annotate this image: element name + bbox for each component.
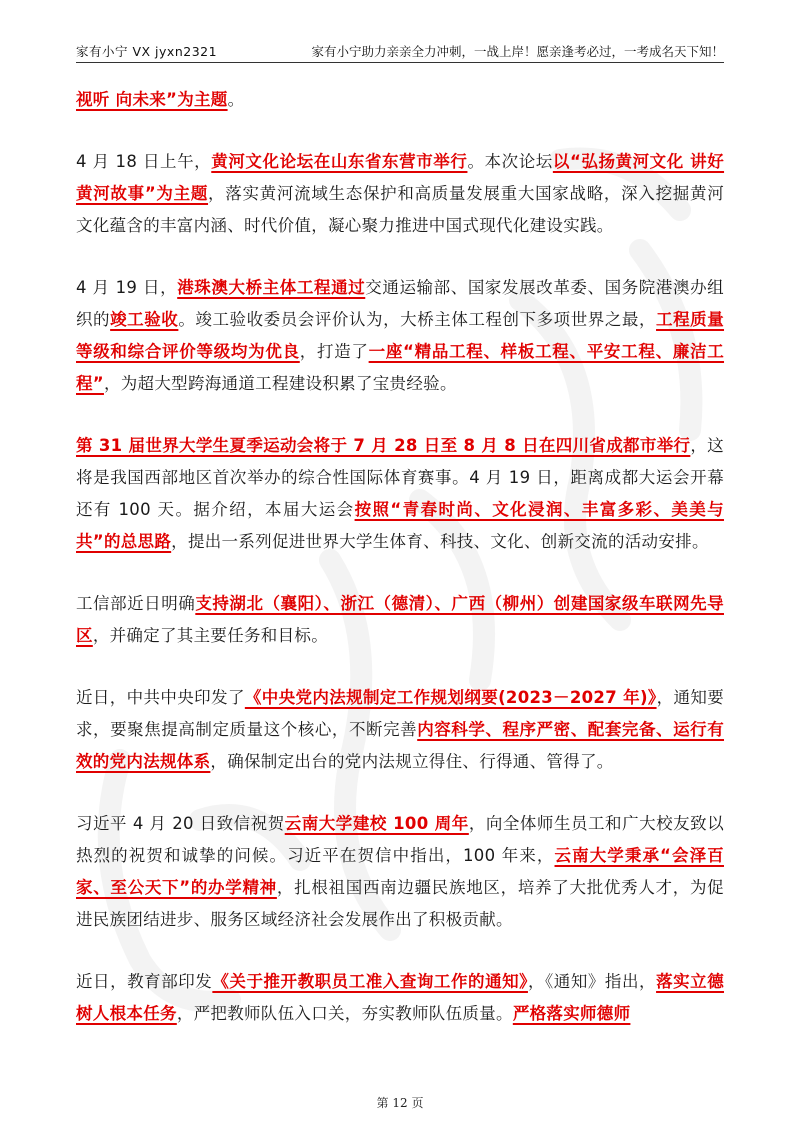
body-text: ，确保制定出台的党内法规立得住、行得通、管得了。 [210, 752, 614, 771]
paragraph [76, 966, 724, 1030]
highlighted-text: 支持湖北（襄阳）、浙江（德清）、广西（柳州）创建国家级车联网先导区 [76, 594, 724, 645]
highlighted-text: 港珠澳大桥主体工程通过 [177, 278, 366, 297]
body-text: 。竣工验收委员会评价认为，大桥主体工程创下多项世界之最， [178, 310, 657, 329]
body-text: ，向全体师生员工和广大校友致以热烈的祝贺和诚挚的问候。习近平在贺信中指出，100 年来， [76, 814, 724, 865]
body-text: ，打造了 [299, 342, 369, 361]
highlighted-text: 工程质量等级和综合评价等级均为优良 [76, 310, 725, 361]
body-text: 习近平 4 月 20 日致信祝贺 [76, 814, 285, 833]
highlighted-text: 黄河文化论坛在山东省东营市举行 [211, 152, 468, 171]
highlighted-text: 按照“青春时尚、文化浸润、丰富多彩、美美与共”的总思路 [76, 500, 724, 551]
page-header [76, 42, 724, 82]
highlighted-text: 第 31 届世界大学生夏季运动会将于 7 月 28 日至 8 月 8 日在四川省成都市举行 [76, 436, 691, 455]
body-text: ，扎根祖国西南边疆民族地区，培养了大批优秀人才，为促进民族团结进步、服务区域经济社会发展作出了积极贡献。 [76, 878, 724, 929]
paragraph [76, 808, 724, 936]
body-text: 4 月 19 日， [76, 278, 178, 297]
highlighted-text: 内容科学、程序严密、配套完备、运行有效的党内法规体系 [76, 720, 724, 771]
header-left-text: 家有小宁 VX jyxn2321 [76, 44, 218, 59]
body-text: ，并确定了其主要任务和目标。 [92, 626, 329, 645]
highlighted-text: 以“弘扬黄河文化 讲好黄河故事”为主题 [76, 152, 725, 203]
body-text: 近日，中共中央印发了 [76, 688, 245, 707]
body-text: 交通运输部、国家发展改革委、国务院港澳办组织的 [76, 278, 724, 329]
header-right-text: 家有小宁助力亲亲全力冲刺，一战上岸！愿亲逢考必过，一考成名天下知！ [311, 44, 724, 59]
body-text: ，严把教师队伍入口关，夯实教师队伍质量。 [176, 1004, 513, 1023]
highlighted-text: 《中央党内法规制定工作规划纲要(2023－2027 年)》 [244, 688, 657, 707]
body-text: ，提出一系列促进世界大学生体育、科技、文化、创新交流的活动安排。 [171, 532, 709, 551]
highlighted-text: 云南大学建校 100 周年 [284, 814, 469, 833]
highlighted-text: 一座“精品工程、样板工程、平安工程、廉洁工程” [76, 342, 725, 393]
header-rule [76, 62, 724, 63]
highlighted-text: 《关于推开教职员工准入查询工作的通知》 [212, 972, 528, 991]
body-text: ，落实黄河流域生态保护和高质量发展重大国家战略，深入挖掘黄河文化蕴含的丰富内涵、时代价值，凝心聚力推进中国式现代化建设实践。 [76, 184, 724, 235]
body-text: ，《通知》指出， [527, 972, 657, 991]
body-text: 。 [227, 90, 245, 109]
highlighted-text: 视听 向未来”为主题 [76, 90, 228, 109]
highlighted-text: 严格落实师德师 [512, 1004, 631, 1023]
highlighted-text: 落实立德树人根本任务 [76, 972, 724, 1023]
body-text: ，通知要求，要聚焦提高制定质量这个核心，不断完善 [76, 688, 725, 739]
paragraph [76, 84, 724, 116]
highlighted-text: 云南大学秉承“会泽百家、至公天下”的办学精神 [76, 846, 724, 897]
paragraph [76, 146, 724, 242]
body-text: 工信部近日明确 [76, 594, 196, 613]
body-text: 近日，教育部印发 [76, 972, 213, 991]
highlighted-text: 竣工验收 [110, 310, 179, 329]
paragraph [76, 588, 724, 652]
body-text: ，这将是我国西部地区首次举办的综合性国际体育赛事。4 月 19 日，距离成都大运会开幕还有 100 天。据介绍，本届大运会 [76, 436, 724, 519]
paragraph [76, 272, 724, 400]
paragraph [76, 430, 724, 558]
page-number: 第 12 页 [376, 1096, 424, 1110]
body-text: ，为超大型跨海通道工程建设积累了宝贵经验。 [103, 374, 457, 393]
body-text: 4 月 18 日上午， [76, 152, 212, 171]
body-text: 。本次论坛 [467, 152, 553, 171]
article-body [76, 84, 724, 1030]
paragraph [76, 682, 724, 778]
